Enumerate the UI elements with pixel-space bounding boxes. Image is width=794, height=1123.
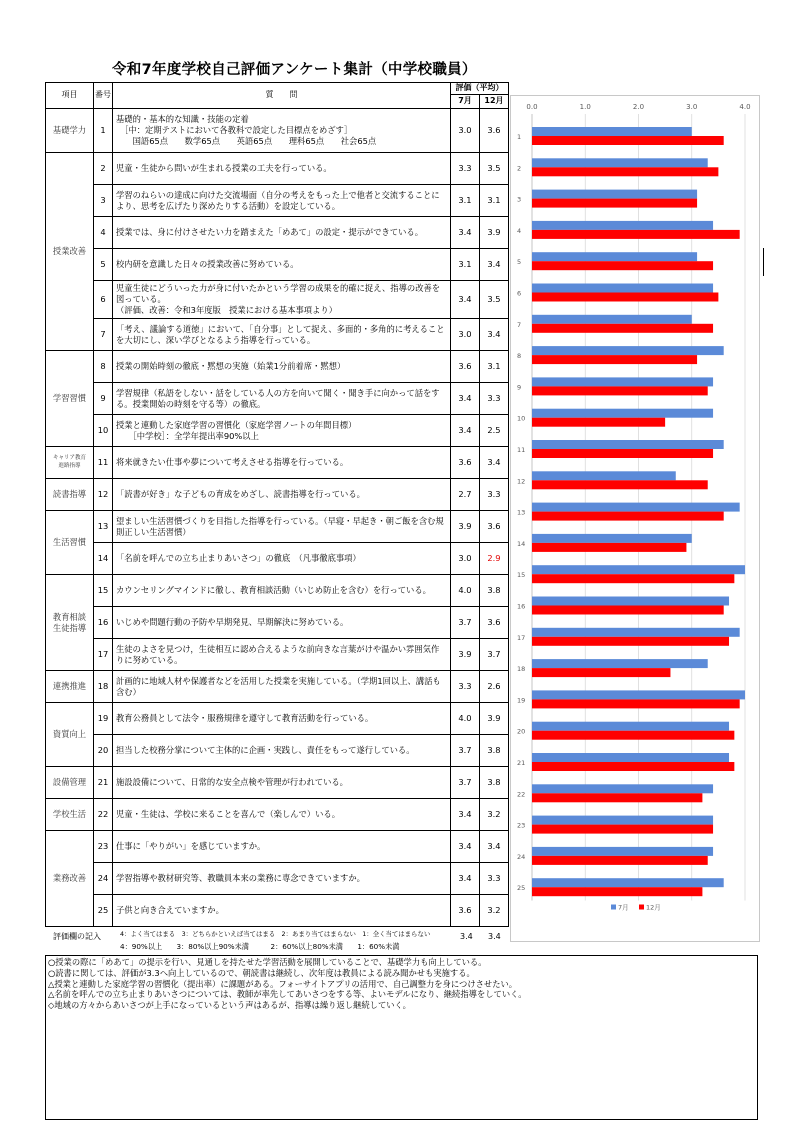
question-text-cell — [113, 511, 451, 543]
bar-december — [532, 762, 734, 771]
july-score: 3.4 — [451, 831, 480, 863]
x-tick-label: 3.0 — [686, 103, 698, 111]
july-score: 3.3 — [451, 671, 480, 703]
question-number: 14 — [94, 543, 113, 575]
july-score: 3.6 — [451, 447, 480, 479]
header-category: 項目 — [46, 83, 94, 109]
table-row — [46, 351, 509, 383]
july-score: 3.0 — [451, 319, 480, 351]
bar-july — [532, 377, 713, 386]
table-row — [46, 575, 509, 607]
category-tick-label: 17 — [517, 633, 526, 642]
chart-svg — [511, 96, 759, 941]
category-tick-label: 9 — [517, 383, 522, 392]
question-number: 16 — [94, 607, 113, 639]
category-label: 学習習慣 — [52, 393, 87, 404]
bar-december — [532, 167, 718, 176]
category-tick-label: 3 — [517, 195, 522, 204]
question-text-cell — [113, 249, 451, 281]
july-score: 4.0 — [451, 575, 480, 607]
question-text-cell — [113, 639, 451, 671]
question-text-cell — [113, 671, 451, 703]
question-text: 児童生徒にどういった力が身に付いたかという学習の成果を的確に捉え、指導の改善を図っている。 （評価、改善：令和3年度版 授業における基本事項より） — [116, 283, 441, 315]
question-text: 望ましい生活習慣づくりを目指した指導を行っている。（早寝・早起き・朝ご飯を含む規則正しい生活習慣） — [116, 515, 444, 537]
december-score: 3.9 — [480, 217, 509, 249]
category-label: 資質向上 — [52, 729, 87, 740]
legend-label: 評価欄の記入 — [53, 932, 101, 941]
july-score: 2.7 — [451, 479, 480, 511]
question-number: 3 — [94, 185, 113, 217]
question-text: 「読書が好き」な子どもの育成をめざし、読書指導を行っている。 — [116, 489, 365, 500]
question-text-cell — [113, 319, 451, 351]
category-cell — [46, 511, 94, 575]
question-text: 学習指導や教材研究等、教職員本来の業務に専念できていますか。 — [116, 873, 365, 884]
question-text-cell — [113, 281, 451, 319]
bar-december — [532, 793, 702, 802]
header-number: 番号 — [94, 83, 113, 109]
question-text: 校内研を意識した日々の授業改善に努めている。 — [116, 259, 299, 270]
category-tick-label: 11 — [517, 446, 526, 454]
question-text-cell — [113, 109, 451, 153]
bar-july — [532, 503, 740, 512]
bar-july — [532, 221, 713, 230]
category-cell — [46, 831, 94, 927]
table-row — [46, 831, 509, 863]
question-number: 23 — [94, 831, 113, 863]
table-row — [46, 767, 509, 799]
july-score: 3.9 — [451, 639, 480, 671]
summary-notes — [45, 955, 758, 1120]
question-number: 7 — [94, 319, 113, 351]
bar-december — [532, 230, 740, 239]
december-score: 3.9 — [480, 703, 509, 735]
december-score: 3.2 — [480, 799, 509, 831]
legend-scale-line2: 4：90%以上 3：80%以上90%未満 2：60%以上80%未満 1：60%未満 — [120, 942, 400, 951]
question-text-cell — [113, 895, 451, 927]
note-line: ○読書に関しては、評価が3.3へ向上しているので、朝読書は継続し、次年度は教員による読み聞かせも実施する。 — [48, 967, 475, 978]
bar-december — [532, 480, 708, 489]
question-number: 21 — [94, 767, 113, 799]
question-number: 11 — [94, 447, 113, 479]
question-text: 計画的に地域人材や保護者などを活用した授業を実施している。（学期1回以上、講話も含む） — [116, 675, 441, 697]
bar-december — [532, 324, 713, 333]
x-tick-label: 2.0 — [632, 103, 645, 111]
question-text: 施設設備について、日常的な安全点検や管理が行われている。 — [116, 777, 348, 788]
bar-december — [532, 543, 686, 552]
bar-july — [532, 284, 713, 293]
category-label: 教育相談 生徒指導 — [52, 611, 87, 633]
july-score: 3.0 — [451, 109, 480, 153]
december-score: 3.3 — [480, 479, 509, 511]
bar-july — [532, 628, 740, 637]
december-score: 3.3 — [480, 383, 509, 415]
category-tick-label: 2 — [517, 164, 522, 173]
table-row — [46, 703, 509, 735]
category-label: 基礎学力 — [52, 125, 87, 136]
table-row — [46, 217, 509, 249]
category-label: キャリア教育 進路指導 — [52, 455, 86, 469]
july-score: 3.7 — [451, 735, 480, 767]
table-row — [46, 281, 509, 319]
legend-swatch-december — [639, 905, 644, 910]
question-number: 2 — [94, 153, 113, 185]
bar-december — [532, 418, 665, 427]
category-cell — [46, 153, 94, 351]
question-number: 17 — [94, 639, 113, 671]
question-text-cell — [113, 735, 451, 767]
table-row — [46, 249, 509, 281]
category-tick-label: 10 — [517, 414, 526, 423]
bar-december — [532, 386, 708, 395]
category-tick-label: 22 — [517, 790, 526, 799]
bar-july — [532, 690, 745, 699]
question-number: 5 — [94, 249, 113, 281]
category-cell — [46, 447, 94, 479]
bar-december — [532, 512, 724, 521]
december-score: 3.2 — [480, 895, 509, 927]
question-text: カウンセリングマインドに徹し、教育相談活動（いじめ防止を含む）を行っている。 — [116, 585, 431, 596]
question-number: 4 — [94, 217, 113, 249]
category-cell — [46, 109, 94, 153]
category-cell — [46, 351, 94, 447]
x-tick-label: 0.0 — [526, 103, 538, 111]
july-score: 4.0 — [451, 703, 480, 735]
legend-scale-line1: 4：よく当てはまる 3：どちらかといえば当てはまる 2：あまり当てはまらない 1：全く当てはまらない — [120, 930, 431, 938]
july-score: 3.6 — [451, 895, 480, 927]
july-score: 3.4 — [451, 415, 480, 447]
header-july: 7月 — [451, 95, 480, 109]
note-line: △名前を呼んでの立ち止まりあいさつについては、教師が率先してあいさつをする等、よいモデルになり、継続指導をしていく。 — [48, 989, 527, 1000]
question-text: 学習規律（私語をしない・話をしている人の方を向いて聞く・聞き手に向かって話をする。授業開始の時刻を守る等）の徹底。 — [116, 387, 440, 409]
category-tick-label: 19 — [517, 696, 526, 705]
bar-july — [532, 252, 697, 261]
july-score: 3.1 — [451, 249, 480, 281]
bar-december — [532, 606, 724, 615]
bar-december — [532, 293, 718, 302]
question-number: 22 — [94, 799, 113, 831]
note-line: ◇地域の方々からあいさつが上手になっているという声はあるが、指導は繰り返し継続していく。 — [48, 1000, 411, 1011]
x-tick-label: 4.0 — [739, 103, 751, 111]
category-label: 生活習慣 — [52, 537, 87, 548]
july-score: 3.4 — [451, 383, 480, 415]
bar-july — [532, 409, 713, 418]
bar-july — [532, 597, 729, 606]
legend-series-july: 7月 — [618, 903, 629, 912]
category-tick-label: 1 — [517, 133, 522, 141]
december-score: 3.4 — [480, 447, 509, 479]
category-tick-label: 12 — [517, 477, 526, 486]
december-score: 3.5 — [480, 153, 509, 185]
bar-july — [532, 659, 708, 668]
december-score: 2.5 — [480, 415, 509, 447]
july-score: 3.4 — [451, 863, 480, 895]
december-score: 3.4 — [480, 831, 509, 863]
table-row — [46, 109, 509, 153]
bar-july — [532, 127, 692, 136]
question-text-cell — [113, 153, 451, 185]
december-score: 3.5 — [480, 281, 509, 319]
december-score: 3.8 — [480, 735, 509, 767]
bar-december — [532, 574, 734, 583]
question-number: 10 — [94, 415, 113, 447]
bar-july — [532, 722, 729, 731]
legend-average-december: 3.4 — [488, 932, 501, 941]
question-text-cell — [113, 703, 451, 735]
question-number: 25 — [94, 895, 113, 927]
legend-swatch-july — [611, 905, 616, 910]
header-evaluation: 評価（平均） — [451, 83, 509, 95]
question-text-cell — [113, 415, 451, 447]
category-tick-label: 4 — [517, 226, 522, 235]
question-text-cell — [113, 575, 451, 607]
category-tick-label: 25 — [517, 884, 526, 893]
question-text: 授業では、身に付けさせたい力を踏まえた「めあて」の設定・提示ができている。 — [116, 227, 423, 238]
question-number: 15 — [94, 575, 113, 607]
table-row — [46, 415, 509, 447]
header-december: 12月 — [480, 95, 509, 109]
page-title: 令和7年度学校自己評価アンケート集計（中学校職員） — [112, 62, 477, 78]
table-row — [46, 735, 509, 767]
table-row — [46, 319, 509, 351]
table-row — [46, 639, 509, 671]
bar-july — [532, 190, 697, 199]
question-number: 13 — [94, 511, 113, 543]
question-text: 授業の開始時刻の徹底・黙想の実施（始業1分前着席・黙想） — [116, 361, 346, 372]
text-cursor-marker — [763, 248, 764, 276]
july-score: 3.4 — [451, 799, 480, 831]
bar-december — [532, 199, 697, 208]
december-score: 3.1 — [480, 185, 509, 217]
july-score: 3.7 — [451, 767, 480, 799]
bar-july — [532, 784, 713, 793]
question-number: 9 — [94, 383, 113, 415]
question-text-cell — [113, 831, 451, 863]
bar-december — [532, 668, 670, 677]
header-question: 質 問 — [113, 83, 451, 109]
question-number: 12 — [94, 479, 113, 511]
category-label: 連携推進 — [52, 681, 87, 692]
july-score: 3.4 — [451, 217, 480, 249]
category-tick-label: 18 — [517, 665, 526, 674]
question-number: 19 — [94, 703, 113, 735]
question-number: 1 — [94, 109, 113, 153]
bar-july — [532, 816, 713, 825]
category-cell — [46, 767, 94, 799]
question-text: 基礎的・基本的な知識・技能の定着 ［中：定期テストにおいて各教科で設定した目標点をめざす］ 国語65点 数学65点 英語65点 理科65点 社会65点 — [116, 114, 377, 146]
question-text-cell — [113, 185, 451, 217]
bar-july — [532, 534, 692, 543]
july-score: 3.4 — [451, 281, 480, 319]
question-text: 児童・生徒は、学校に来ることを喜んで（楽しんで）いる。 — [116, 809, 341, 820]
question-text-cell — [113, 479, 451, 511]
question-text-cell — [113, 543, 451, 575]
category-cell — [46, 703, 94, 767]
bar-july — [532, 753, 729, 762]
category-label: 読書指導 — [52, 489, 87, 500]
december-score: 3.4 — [480, 319, 509, 351]
july-score: 3.0 — [451, 543, 480, 575]
question-number: 18 — [94, 671, 113, 703]
bar-july — [532, 315, 692, 324]
question-text: 教育公務員として法令・服務規律を遵守して教育活動を行っている。 — [116, 713, 374, 724]
category-tick-label: 24 — [517, 852, 526, 861]
category-cell — [46, 671, 94, 703]
bar-july — [532, 565, 745, 574]
category-cell — [46, 799, 94, 831]
table-row — [46, 799, 509, 831]
survey-body — [46, 109, 509, 927]
category-label: 授業改善 — [52, 246, 87, 257]
december-score: 3.4 — [480, 249, 509, 281]
bar-december — [532, 887, 702, 896]
bar-july — [532, 878, 724, 887]
category-tick-label: 20 — [517, 727, 526, 736]
question-text: いじめや問題行動の予防や早期発見、早期解決に努めている。 — [116, 617, 349, 628]
table-row — [46, 383, 509, 415]
note-line: ○授業の際に「めあて」の提示を行い、見通しを持たせた学習活動を展開していることで、基礎学力も向上している。 — [48, 957, 487, 967]
survey-table — [45, 82, 509, 927]
question-text: 生徒のよさを見つけ，生徒相互に認め合えるような前向きな言葉がけや温かい雰囲気作りに努めている。 — [116, 643, 440, 665]
category-label: 学校生活 — [52, 809, 87, 820]
category-tick-label: 5 — [517, 258, 522, 267]
question-text: 担当した校務分掌について主体的に企画・実践し、責任をもって遂行している。 — [116, 745, 415, 756]
bar-july — [532, 158, 708, 167]
table-row — [46, 511, 509, 543]
question-text: 将来就きたい仕事や夢について考えさせる指導を行っている。 — [116, 457, 349, 468]
december-score: 3.8 — [480, 575, 509, 607]
category-tick-label: 14 — [517, 539, 526, 548]
december-score: 3.8 — [480, 767, 509, 799]
bar-july — [532, 440, 724, 449]
comparison-bar-chart — [510, 95, 760, 942]
table-row — [46, 185, 509, 217]
july-score: 3.6 — [451, 351, 480, 383]
question-number: 20 — [94, 735, 113, 767]
question-text: 子供と向き合えていますか。 — [116, 905, 224, 916]
category-tick-label: 7 — [517, 320, 522, 329]
table-row — [46, 543, 509, 575]
december-score: 2.9 — [480, 543, 509, 575]
table-row — [46, 607, 509, 639]
category-cell — [46, 575, 94, 671]
question-number: 6 — [94, 281, 113, 319]
table-row — [46, 153, 509, 185]
december-score: 3.6 — [480, 511, 509, 543]
december-score: 2.6 — [480, 671, 509, 703]
december-score: 3.7 — [480, 639, 509, 671]
bar-july — [532, 346, 724, 355]
x-tick-label: 1.0 — [579, 103, 591, 111]
bar-december — [532, 825, 713, 834]
july-score: 3.9 — [451, 511, 480, 543]
legend-average-july: 3.4 — [460, 932, 473, 941]
question-number: 24 — [94, 863, 113, 895]
legend-series-december: 12月 — [646, 903, 661, 912]
question-text-cell — [113, 863, 451, 895]
question-text-cell — [113, 383, 451, 415]
category-label: 設備管理 — [52, 777, 87, 788]
bar-december — [532, 355, 697, 364]
december-score: 3.1 — [480, 351, 509, 383]
december-score: 3.6 — [480, 607, 509, 639]
question-text-cell — [113, 767, 451, 799]
bar-december — [532, 856, 708, 865]
category-tick-label: 21 — [517, 759, 526, 767]
bar-december — [532, 449, 713, 458]
july-score: 3.1 — [451, 185, 480, 217]
question-text-cell — [113, 799, 451, 831]
category-cell — [46, 479, 94, 511]
category-tick-label: 23 — [517, 821, 526, 830]
july-score: 3.3 — [451, 153, 480, 185]
july-score: 3.7 — [451, 607, 480, 639]
table-row — [46, 671, 509, 703]
category-tick-label: 13 — [517, 508, 526, 517]
category-tick-label: 8 — [517, 352, 522, 361]
question-text: 「考え、議論する道徳」において、「自分事」として捉え、多面的・多角的に考えることを大切にし、深い学びとなるよう指導を行っている。 — [116, 323, 445, 345]
bar-july — [532, 471, 676, 480]
bar-december — [532, 731, 734, 740]
table-row — [46, 863, 509, 895]
note-line: △授業と連動した家庭学習の習慣化（提出率）に課題がある。フォーサイトアプリの活用で、自己調整力を身につけさせたい。 — [48, 978, 518, 989]
question-text-cell — [113, 351, 451, 383]
table-row — [46, 895, 509, 927]
bar-july — [532, 847, 713, 856]
category-tick-label: 15 — [517, 571, 526, 580]
bar-december — [532, 261, 713, 270]
december-score: 3.6 — [480, 109, 509, 153]
bar-december — [532, 699, 740, 708]
category-tick-label: 6 — [517, 289, 522, 298]
table-row — [46, 447, 509, 479]
category-label: 業務改善 — [52, 873, 87, 884]
question-text: 「名前を呼んでの立ち止まりあいさつ」の徹底 （凡事徹底事項） — [116, 553, 361, 564]
question-text-cell — [113, 217, 451, 249]
question-text-cell — [113, 607, 451, 639]
december-score: 3.3 — [480, 863, 509, 895]
question-text: 仕事に「やりがい」を感じていますか。 — [116, 841, 266, 852]
bar-december — [532, 637, 729, 646]
bar-december — [532, 136, 724, 145]
question-text: 児童・生徒から問いが生まれる授業の工夫を行っている。 — [116, 163, 332, 174]
question-text: 学習のねらいの達成に向けた交流場面（自分の考えをもった上で他者と交流することにより、思考を広げたり深めたりする活動）を設定している。 — [116, 189, 440, 211]
question-text-cell — [113, 447, 451, 479]
question-text: 授業と連動した家庭学習の習慣化（家庭学習ノートの年間目標） ［中学校］：全学年提出率90%以上 — [116, 419, 357, 441]
question-number: 8 — [94, 351, 113, 383]
category-tick-label: 16 — [517, 602, 526, 611]
table-row — [46, 479, 509, 511]
